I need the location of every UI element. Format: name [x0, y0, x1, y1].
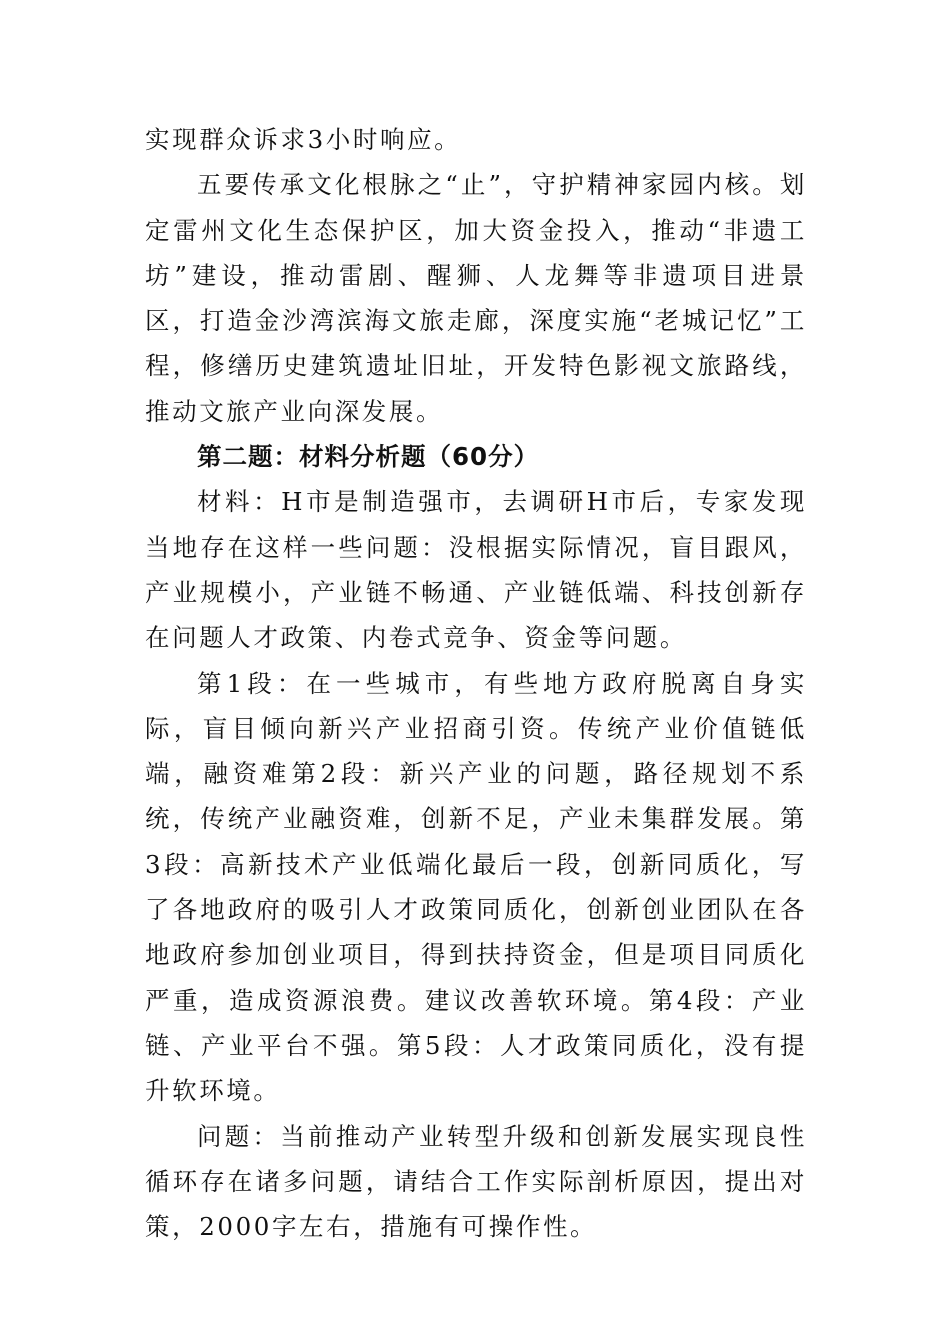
paragraph-segments: 第1段：在一些城市，有些地方政府脱离自身实际，盲目倾向新兴产业招商引资。传统产业价值链低端，融资难第2段：新兴产业的问题，路径规划不系统，传统产业融资难，创新不足，产业未集群发展。第3段：高新技术产业低端化最后一段，创新同质化，写了各地政府的吸引人才政策同质化，创新创业团队在各地政府参加创业项目，得到扶持资金，但是项目同质化严重，造成资源浪费。建议改善软环境。第4段：产业链、产业平台不强。第5段：人才政策同质化，没有提升软环境。: [145, 668, 807, 1106]
paragraph-question: 问题：当前推动产业转型升级和创新发展实现良性循环存在诸多问题，请结合工作实际剖析原因，提出对策，2000字左右，措施有可操作性。: [145, 1121, 807, 1242]
paragraph-material: 材料：H市是制造强市，去调研H市后，专家发现当地存在这样一些问题：没根据实际情况，盲目跟风，产业规模小，产业链不畅通、产业链低端、科技创新存在问题人才政策、内卷式竞争、资金等问题。: [145, 487, 807, 653]
document-page: [145, 117, 807, 1249]
paragraph-culture: 五要传承文化根脉之“止”，守护精神家园内核。划定雷州文化生态保护区，加大资金投入，推动“非遗工坊”建设，推动雷剧、醒狮、人龙舞等非遗项目进景区，打造金沙湾滨海文旅走廊，深度实施“老城记忆”工程，修缮历史建筑遗址旧址，开发特色影视文旅路线，推动文旅产业向深发展。: [145, 170, 807, 426]
paragraph-response-time: 实现群众诉求3小时响应。: [145, 125, 462, 154]
section-heading: 第二题：材料分析题（60分）: [197, 442, 540, 472]
